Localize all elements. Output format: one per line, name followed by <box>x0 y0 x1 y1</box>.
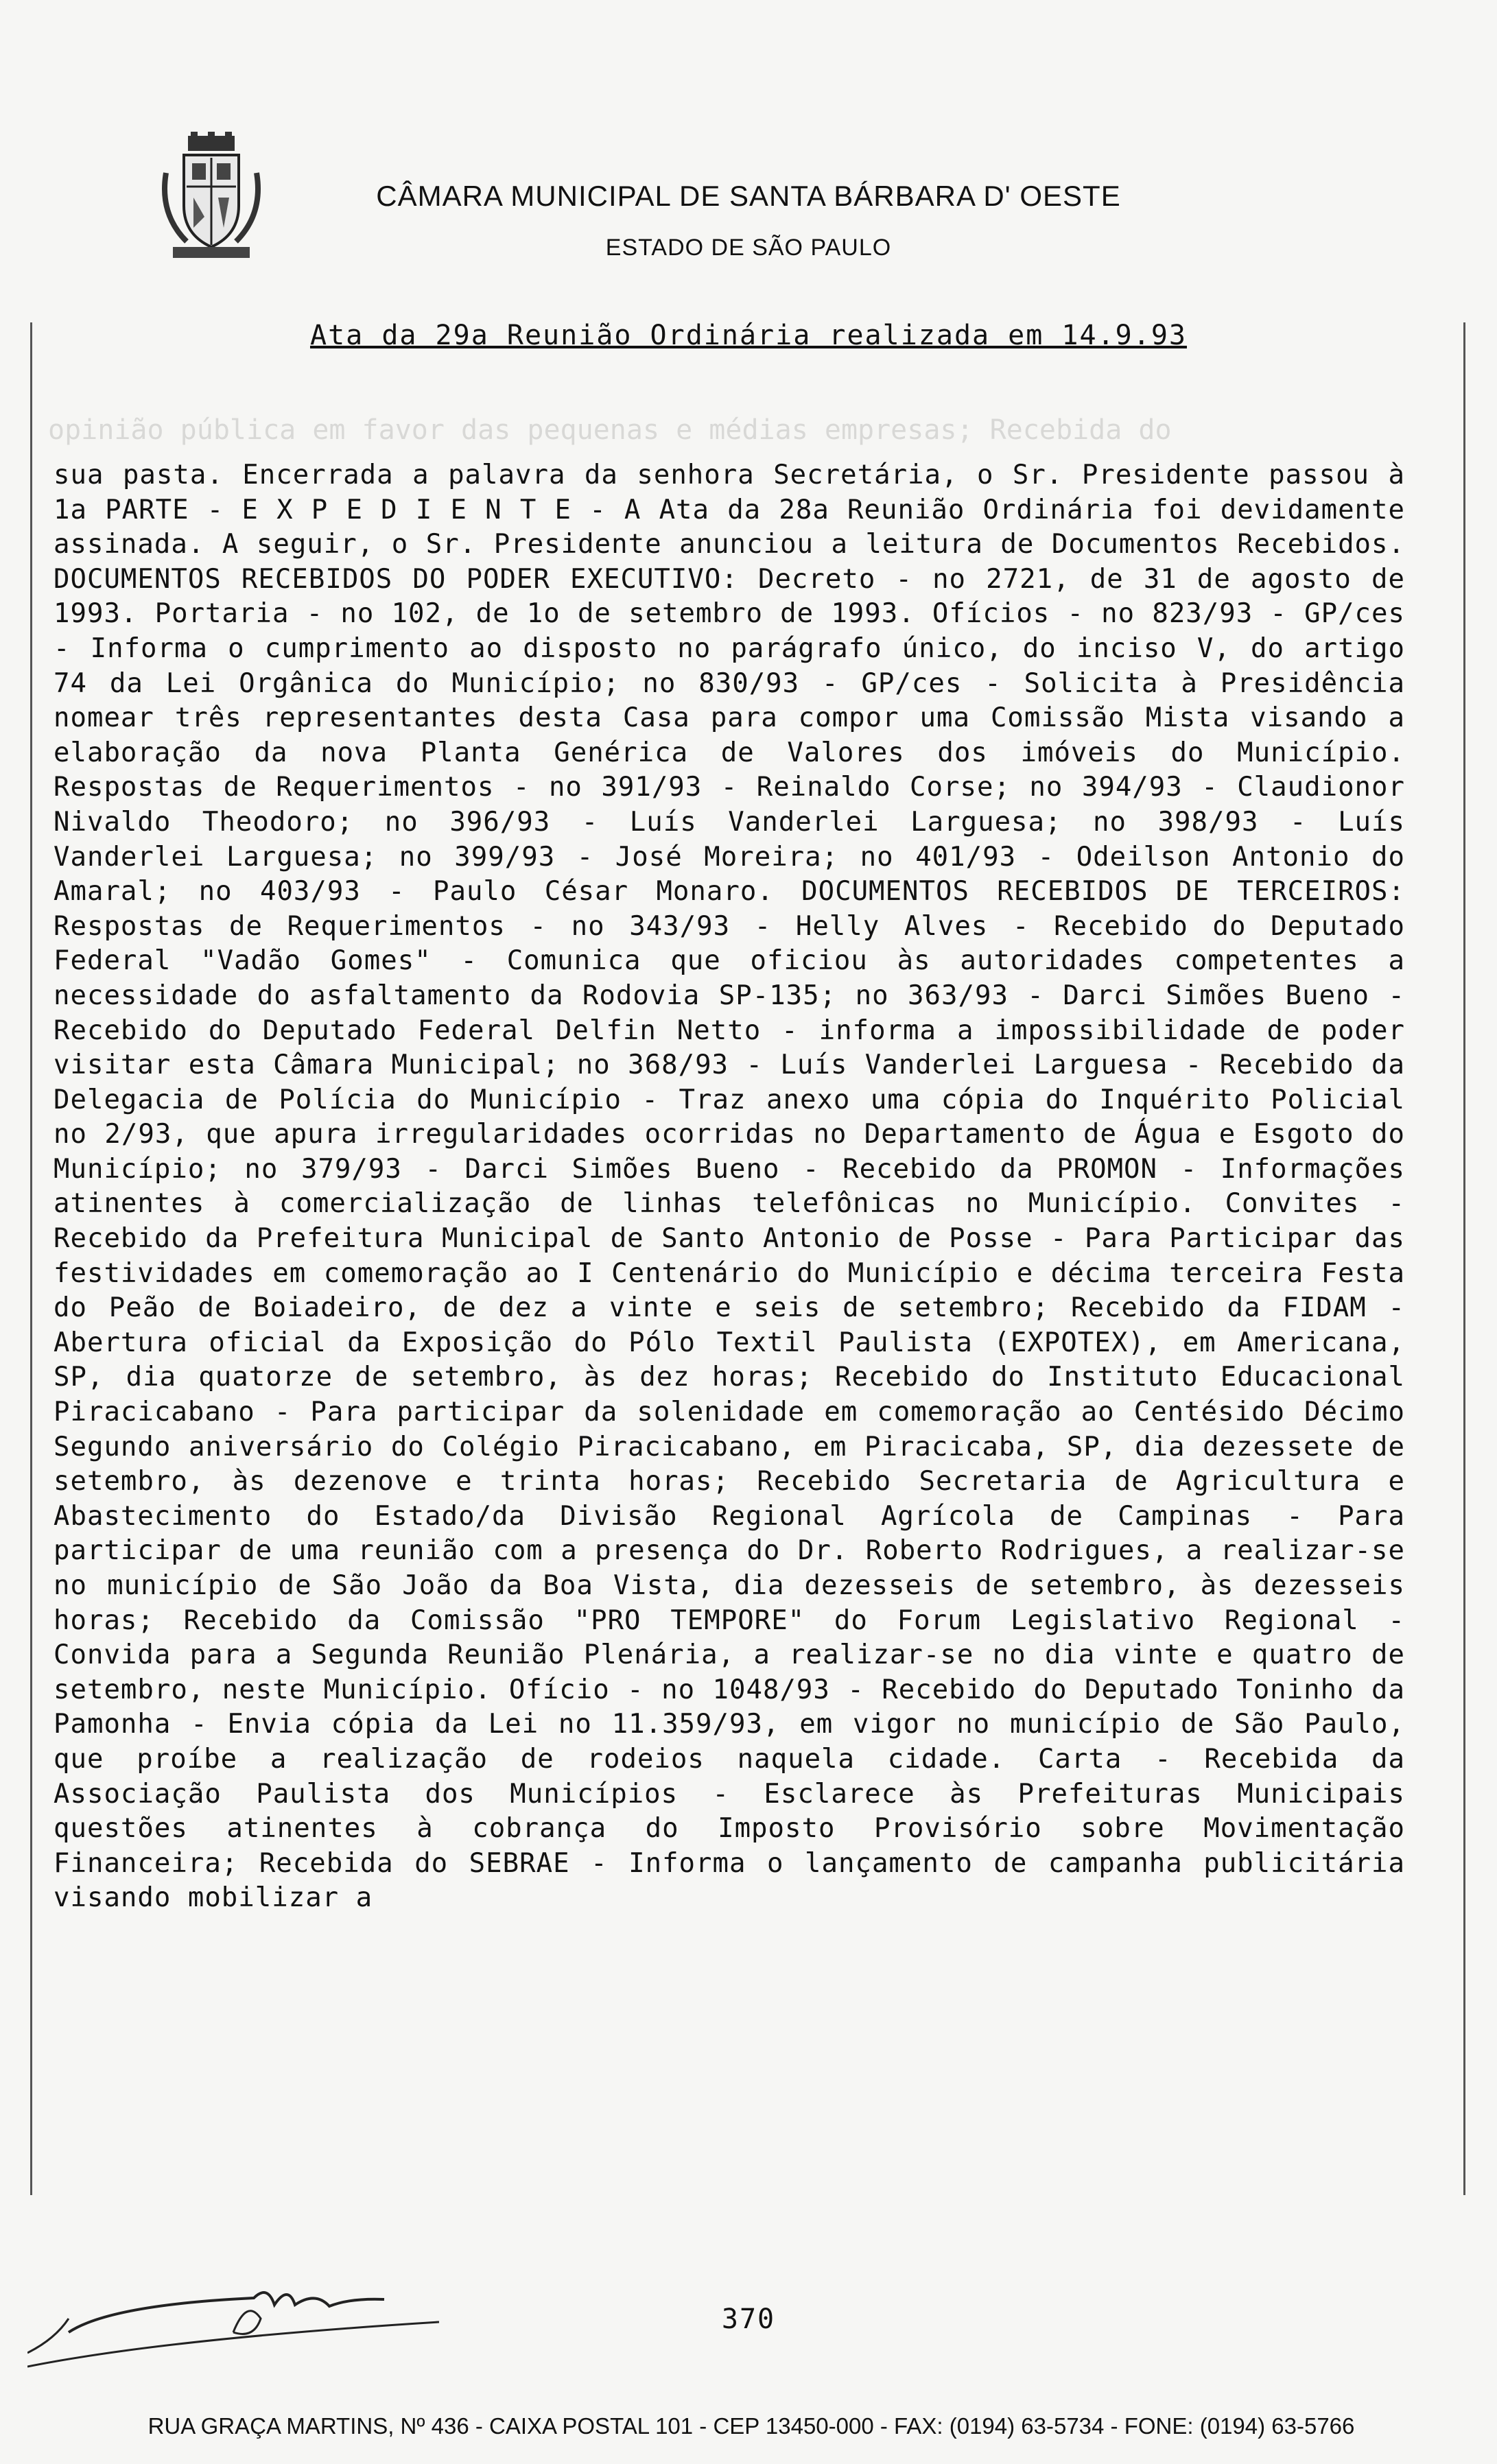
address-footer: RUA GRAÇA MARTINS, Nº 436 - CAIXA POSTAL 101 - CEP 13450-000 - FAX: (0194) 63-5734 - FONE: (0194) 63-5766 <box>148 2413 1355 2439</box>
state-name: ESTADO DE SÃO PAULO <box>605 235 892 261</box>
minutes-body <box>54 458 1405 1916</box>
chamber-name: CÂMARA MUNICIPAL DE SANTA BÁRBARA D' OESTE <box>376 180 1121 212</box>
show-through-text: opinião pública em favor das pequenas e médias empresas; Recebida do <box>48 414 1172 446</box>
page-number: 370 <box>721 2303 776 2335</box>
body-paragraph: sua pasta. Encerrada a palavra da senhora Secretária, o Sr. Presidente passou à 1a PARTE - E X P E D I E N T E - A Ata da 28a Reunião Ordinária foi devidamente assinada. A seguir, o Sr. Presidente anunciou a leitura de Documentos Recebidos. DOCUMENTOS RECEBIDOS DO PODER EXECUTIVO: Decreto - no 2721, de 31 de agosto de 1993. Portaria - no 102, de 1o de setembro de 1993. Ofícios - no 823/93 - GP/ces - Informa o cumprimento ao disposto no parágrafo único, do inciso V, do artigo 74 da Lei Orgânica do Município; no 830/93 - GP/ces - Solicita à Presidência nomear três representantes desta Casa para compor uma Comissão Mista visando a elaboração da nova Planta Genérica de Valores dos imóveis do Município. Respostas de Requerimentos - no 391/93 - Reinaldo Corse; no 394/93 - Claudionor Nivaldo Theodoro; no 396/93 - Luís Vanderlei Larguesa; no 398/93 - Luís Vanderlei Larguesa; no 399/93 - José Moreira; no 401/93 - Odeilson Antonio do Amaral; no 403/93 - Paulo César Monaro. DOCUMENTOS RECEBIDOS DE TERCEIROS: Respostas de Requerimentos - no 343/93 - Helly Alves - Recebido do Deputado Federal "Vadão Gomes" - Comunica que oficiou às autoridades competentes a necessidade do asfaltamento da Rodovia SP-135; no 363/93 - Darci Simões Bueno - Recebido do Deputado Federal Delfin Netto - informa a impossibilidade de poder visitar esta Câmara Municipal; no 368/93 - Luís Vanderlei Larguesa - Recebido da Delegacia de Polícia do Município - Traz anexo uma cópia do Inquérito Policial no 2/93, que apura irregularidades ocorridas no Departamento de Água e Esgoto do Município; no 379/93 - Darci Simões Bueno - Recebido da PROMON - Informações atinentes à comercialização de linhas telefônicas no Município. Convites - Recebido da Prefeitura Municipal de Santo Antonio de Posse - Para Participar das festividades em comemoração ao I Centenário do Município e décima terceira Festa do Peão de Boiadeiro, de dez a vinte e seis de setembro; Recebido da FIDAM - Abertura oficial da Exposição do Pólo Textil Paulista (EXPOTEX), em Americana, SP, dia quatorze de setembro, às dez horas; Recebido do Instituto Educacional Piracicabano - Para participar da solenidade em comemoração ao Centésido Décimo Segundo aniversário do Colégio Piracicabano, em Piracicaba, SP, dia dezessete de setembro, às dezenove e trinta horas; Recebido Secretaria de Agricultura e Abastecimento do Estado/da Divisão Regional Agrícola de Campinas - Para participar de uma reunião com a presença do Dr. Roberto Rodrigues, a realizar-se no município de São João da Boa Vista, dia dezesseis de setembro, às dezesseis horas; Recebido da Comissão "PRO TEMPORE" do Forum Legislativo Regional - Convida para a Segunda Reunião Plenária, a realizar-se no dia vinte e quatro de setembro, neste Município. Ofício - no 1048/93 - Recebido do Deputado Toninho da Pamonha - Envia cópia da Lei no 11.359/93, em vigor no município de São Paulo, que proíbe a realização de rodeios naquela cidade. Carta - Recebida da Associação Paulista dos Municípios - Esclarece às Prefeituras Municipais questões atinentes à cobrança do Imposto Provisório sobre Movimentação Financeira; Recebida do SEBRAE - Informa o lançamento de campanha publicitária visando mobilizar a <box>54 460 1405 1914</box>
left-margin-line <box>30 322 32 2195</box>
right-margin-line <box>1463 322 1465 2195</box>
minutes-title: Ata da 29a Reunião Ordinária realizada em 14.9.93 <box>309 320 1188 351</box>
